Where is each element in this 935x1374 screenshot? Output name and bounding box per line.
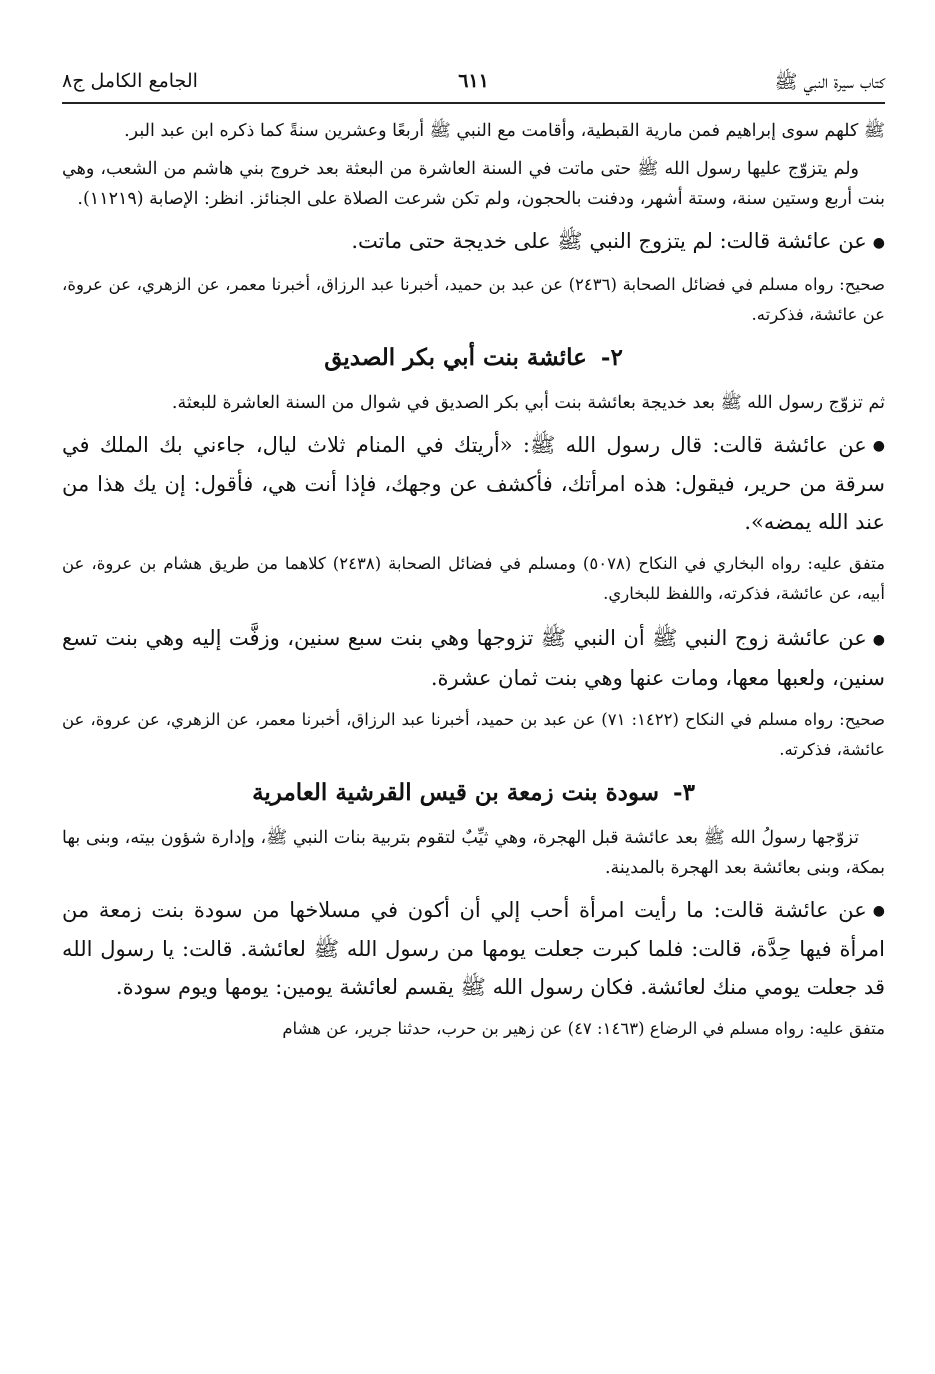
takhrij-note: متفق عليه: رواه البخاري في النكاح (٥٠٧٨) ومسلم في فضائل الصحابة (٢٤٣٨) كلاهما من طريق هشام بن عروة، عن أبيه، عن عائشة، فذكرته، واللفظ للبخاري. — [62, 554, 885, 603]
hadith-body: عن عائشة زوج النبي ﷺ أن النبي ﷺ تزوجها وهي بنت سبع سنين، وزفَّت إليه وهي بنت تسع سنين، ولعبها معها، ومات عنها وهي بنت ثمان عشرة. — [62, 626, 885, 690]
section-heading — [62, 777, 885, 809]
paragraph: ثم تزوّج رسول الله ﷺ بعد خديجة بعائشة بنت أبي بكر الصديق في شوال من السنة العاشرة للبعثة. — [171, 392, 885, 413]
takhrij-note: صحيح: رواه مسلم في النكاح (١٤٢٢: ٧١) عن عبد بن حميد، أخبرنا عبد الرزاق، أخبرنا معمر، عن الزهري، عن عروة، عن عائشة، فذكرته. — [62, 709, 885, 759]
running-header — [62, 60, 885, 104]
header-book-title: كتاب سيرة النبي ﷺ — [774, 71, 885, 93]
hadith-body: عن عائشة قالت: قال رسول الله ﷺ: «أريتك في المنام ثلاث ليال، جاءني بك الملك في سرقة من حرير، فيقول: هذه امرأتك، فأكشف عن وجهك، فإذا أنت هي، فأقول: إن يك هذا من عند الله يمضه». — [62, 432, 885, 534]
hadith-body: عن عائشة قالت: لم يتزوج النبي ﷺ على خديجة حتى ماتت. — [351, 229, 867, 253]
hadith-text — [62, 619, 885, 697]
section-title: عائشة بنت أبي بكر الصديق — [324, 343, 587, 371]
page-number: ٦١١ — [458, 70, 489, 92]
hadith-body: عن عائشة قالت: ما رأيت امرأة أحب إلي أن أكون في مسلاخها من سودة بنت زمعة من امرأة فيها حِدَّة، قالت: فلما كبرت جعلت يومها من رسول الله ﷺ لعائشة. قالت: يا رسول الله قد جعلت يومي منك لعائشة. فكان رسول الله ﷺ يقسم لعائشة يومين: يومها ويوم سودة. — [62, 897, 885, 999]
paragraph: تزوّجها رسولُ الله ﷺ بعد عائشة قبل الهجرة، وهي ثيِّبٌ لتقوم بتربية بنات النبي ﷺ، وإدارة شؤون بيته، وبنى بها بمكة، وبنى بعائشة بعد الهجرة بالمدينة. — [62, 827, 885, 878]
bullet-icon: ● — [872, 234, 885, 251]
bullet-icon: ● — [872, 903, 885, 919]
section-title: سودة بنت زمعة بن قيس القرشية العامرية — [252, 778, 660, 806]
page-body — [62, 116, 885, 1044]
section-heading — [62, 342, 885, 374]
takhrij-note: صحيح: رواه مسلم في فضائل الصحابة (٢٤٣٦) عن عبد بن حميد، أخبرنا عبد الرزاق، أخبرنا معمر، عن الزهري، عن عروة، عن عائشة، فذكرته. — [62, 274, 885, 324]
paragraph: ولم يتزوّج عليها رسول الله ﷺ حتى ماتت في السنة العاشرة من البعثة بعد خروج بني هاشم من الشعب، وهي بنت أربع وستين سنة، وستة أشهر، ودفنت بالحجون، ولم تكن شرعت الصلاة على الجنائز. انظر: الإصابة (١١٢١٩). — [62, 159, 885, 209]
hadith-text — [62, 891, 885, 1007]
document-page — [62, 60, 885, 1354]
hadith-text — [62, 426, 885, 542]
section-number: ٣- — [673, 778, 695, 806]
paragraph: ﷺ كلهم سوى إبراهيم فمن مارية القبطية، وأقامت مع النبي ﷺ أربعًا وعشرين سنةً كما ذكره ابن عبد البر. — [124, 121, 885, 141]
takhrij-note: متفق عليه: رواه مسلم في الرضاع (١٤٦٣: ٤٧) عن زهير بن حرب، حدثنا جرير، عن هشام — [282, 1019, 885, 1038]
header-volume-title: الجامع الكامل ج٨ — [62, 70, 198, 92]
bullet-icon: ● — [872, 438, 885, 454]
hadith-text — [62, 222, 885, 262]
section-number: ٢- — [600, 343, 623, 371]
bullet-icon: ● — [872, 631, 885, 648]
